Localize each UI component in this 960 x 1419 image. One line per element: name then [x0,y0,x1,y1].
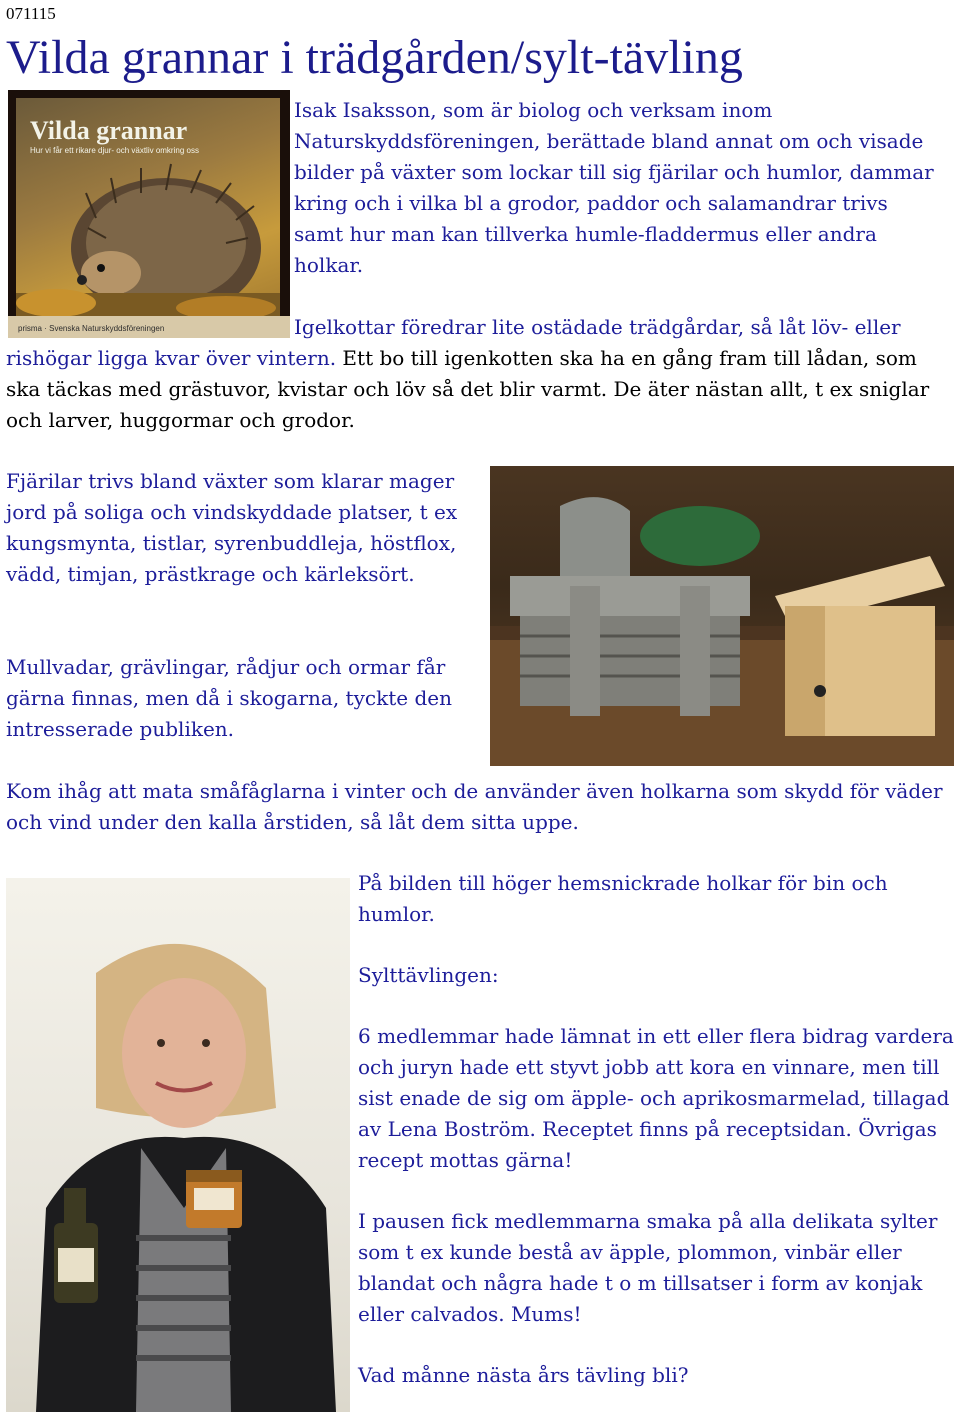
butterflies-paragraph: Fjärilar trivs bland växter som klarar mager jord på soliga och vindskyddade platser, t ex kungsmynta, tistlar, syrenbuddleja, höstflox, vädd, timjan, prästkrage och kärleksört. [6,469,458,586]
moles-paragraph: Mullvadar, grävlingar, rådjur och ormar får gärna finnas, men då i skogarna, tyckte den intresserade publiken. [6,655,452,741]
page-title: Vilda grannar i trädgården/sylt-tävling [6,31,743,84]
photo-caption: På bilden till höger hemsnickrade holkar för bin och humlor. [358,871,888,926]
intro-paragraph: Isak Isaksson, som är biolog och verksam inom Naturskyddsföreningen, berättade bland annat om och visade bilder på växter som lockar till sig fjärilar och humlor, dammar kring och i vilka bl a grodor, paddor och salamandrar trivs samt hur man kan tillverka humle-fladdermus eller andra holkar. [294,98,934,277]
hedgehog-text-3: De äter nästan allt, t ex sniglar och larver, huggormar och grodor. [6,377,930,432]
jam-heading: Sylttävlingen: [358,963,499,987]
book-cover-image [8,90,290,338]
jam-winner-photo [6,878,350,1412]
feed-birds-paragraph: Kom ihåg att mata småfåglarna i vinter och de använder även holkarna som skydd för väder och vind under den kalla årstiden, så låt dem sitta uppe. [6,779,943,834]
next-year-question: Vad månne nästa års tävling bli? [358,1363,689,1387]
book-publisher: prisma · Svenska Naturskyddsföreningen [18,324,165,333]
hedgehog-text-1: rishögar ligga kvar över vintern. [6,346,337,370]
hedgehog-lead: Igelkottar föredrar lite ostädade trädgårdar, så låt löv- eller [294,315,901,339]
birdhouse-photo [490,466,954,766]
hedgehog-paragraph [6,343,954,436]
hedgehog-illustration [16,98,280,324]
book-subtitle: Hur vi får ett rikare djur- och växtliv omkring oss [30,146,199,155]
jam-result-paragraph: 6 medlemmar hade lämnat in ett eller flera bidrag vardera och juryn hade ett styvt jobb att kora en vinnare, men till sist enade de sig om äpple- och aprikosmarmelad, tillagad av Lena Boström. Receptet finns på receptsidan. Övrigas recept mottas gärna! [358,1024,954,1172]
document-id: 071115 [6,4,56,23]
book-title: Vilda grannar [30,116,188,145]
tasting-paragraph: I pausen fick medlemmarna smaka på alla delikata sylter som t ex kunde bestå av äpple, plommon, vinbär eller blandat och några hade t o m tillsatser i form av konjak eller calvados. Mums! [358,1209,938,1326]
hedgehog-text-2: Ett bo till igenkotten ska ha en gång fram till lådan, som ska täckas med grästuvor, kvistar och löv så det blir varmt. [6,346,917,401]
